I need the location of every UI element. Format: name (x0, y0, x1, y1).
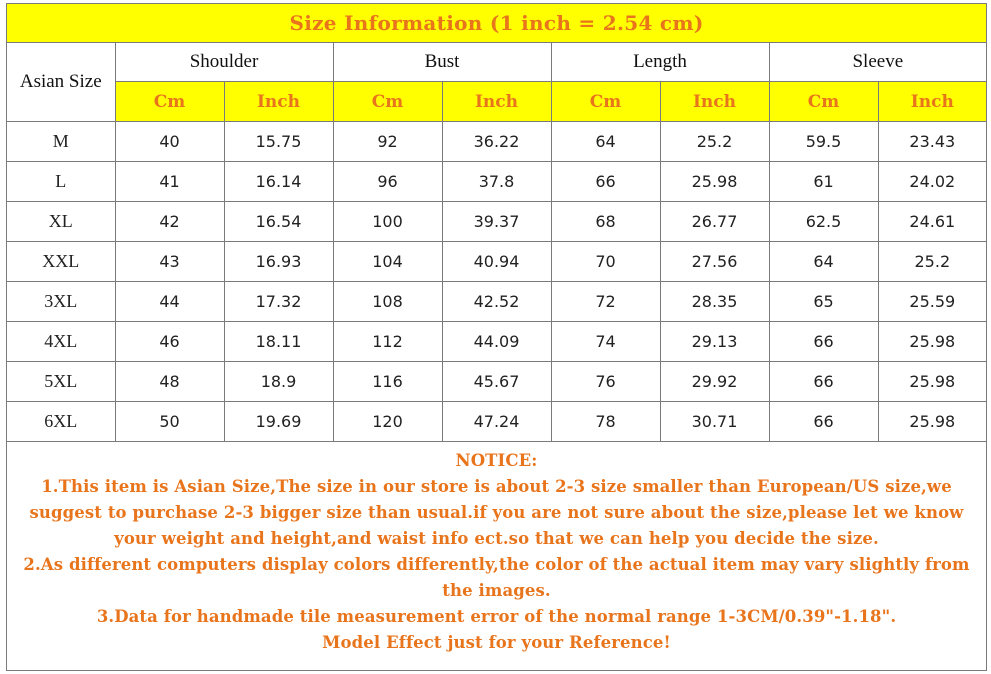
measurement-cell: 61 (769, 162, 878, 202)
measurement-cell: 41 (115, 162, 224, 202)
unit-inch-header: Inch (878, 82, 986, 122)
table-row (7, 322, 986, 362)
measurement-cell: 16.54 (224, 202, 333, 242)
table-title: Size Information (1 inch = 2.54 cm) (7, 4, 986, 43)
table-row (7, 242, 986, 282)
measurement-cell: 40.94 (442, 242, 551, 282)
size-chart (6, 3, 987, 671)
measurement-cell: 92 (333, 122, 442, 162)
table-row (7, 402, 986, 442)
table-row (7, 202, 986, 242)
measurement-cell: 37.8 (442, 162, 551, 202)
unit-inch-header: Inch (660, 82, 769, 122)
measurement-cell: 18.11 (224, 322, 333, 362)
measurement-cell: 45.67 (442, 362, 551, 402)
measurement-cell: 116 (333, 362, 442, 402)
measurement-cell: 65 (769, 282, 878, 322)
size-table (7, 4, 986, 442)
unit-cm-header: Cm (551, 82, 660, 122)
measurement-cell: 15.75 (224, 122, 333, 162)
length-header: Length (551, 43, 769, 82)
measurement-cell: 29.92 (660, 362, 769, 402)
measurement-cell: 25.98 (878, 402, 986, 442)
measurement-cell: 48 (115, 362, 224, 402)
measurement-cell: 17.32 (224, 282, 333, 322)
unit-inch-header: Inch (442, 82, 551, 122)
measurement-cell: 29.13 (660, 322, 769, 362)
measurement-cell: 42 (115, 202, 224, 242)
measurement-cell: 43 (115, 242, 224, 282)
measurement-cell: 27.56 (660, 242, 769, 282)
size-cell: 3XL (7, 282, 115, 322)
measurement-cell: 100 (333, 202, 442, 242)
measurement-cell: 120 (333, 402, 442, 442)
table-row (7, 282, 986, 322)
size-cell: 6XL (7, 402, 115, 442)
measurement-cell: 74 (551, 322, 660, 362)
measurement-cell: 112 (333, 322, 442, 362)
measurement-cell: 25.59 (878, 282, 986, 322)
notice-line-1: 1.This item is Asian Size,The size in our store is about 2-3 size smaller than European/US size,we suggest to purchase 2-3 bigger size than usual.if you are not sure about the size,please let we know your weight and height,and waist info ect.so that we can help you decide the size. (29, 477, 964, 548)
measurement-cell: 64 (769, 242, 878, 282)
measurement-cell: 96 (333, 162, 442, 202)
table-row (7, 362, 986, 402)
unit-cm-header: Cm (333, 82, 442, 122)
measurement-cell: 30.71 (660, 402, 769, 442)
table-row (7, 122, 986, 162)
measurement-cell: 42.52 (442, 282, 551, 322)
measurement-cell: 64 (551, 122, 660, 162)
sleeve-header: Sleeve (769, 43, 986, 82)
measurement-cell: 59.5 (769, 122, 878, 162)
size-cell: M (7, 122, 115, 162)
asian-size-header: Asian Size (7, 43, 115, 122)
measurement-cell: 19.69 (224, 402, 333, 442)
measurement-cell: 16.14 (224, 162, 333, 202)
measurement-cell: 25.98 (878, 362, 986, 402)
measurement-cell: 44.09 (442, 322, 551, 362)
measurement-cell: 39.37 (442, 202, 551, 242)
size-cell: XL (7, 202, 115, 242)
notice-line-3: 3.Data for handmade tile measurement error of the normal range 1-3CM/0.39"-1.18". (96, 607, 897, 626)
measurement-cell: 62.5 (769, 202, 878, 242)
measurement-cell: 76 (551, 362, 660, 402)
measurement-cell: 25.98 (660, 162, 769, 202)
notice-block (7, 448, 986, 656)
size-cell: XXL (7, 242, 115, 282)
measurement-cell: 28.35 (660, 282, 769, 322)
shoulder-header: Shoulder (115, 43, 333, 82)
measurement-cell: 26.77 (660, 202, 769, 242)
notice-line-2: 2.As different computers display colors differently,the color of the actual item may vary slightly from the images. (23, 555, 970, 600)
measurement-cell: 70 (551, 242, 660, 282)
measurement-cell: 108 (333, 282, 442, 322)
measurement-cell: 66 (769, 322, 878, 362)
measurement-cell: 16.93 (224, 242, 333, 282)
measurement-cell: 66 (769, 402, 878, 442)
measurement-cell: 40 (115, 122, 224, 162)
notice-line-4: Model Effect just for your Reference! (322, 633, 671, 652)
measurement-cell: 72 (551, 282, 660, 322)
measurement-cell: 78 (551, 402, 660, 442)
measurement-cell: 18.9 (224, 362, 333, 402)
bust-header: Bust (333, 43, 551, 82)
measurement-cell: 44 (115, 282, 224, 322)
measurement-cell: 66 (551, 162, 660, 202)
table-row (7, 162, 986, 202)
measurement-cell: 46 (115, 322, 224, 362)
measurement-cell: 47.24 (442, 402, 551, 442)
measurement-cell: 24.61 (878, 202, 986, 242)
unit-inch-header: Inch (224, 82, 333, 122)
measurement-cell: 50 (115, 402, 224, 442)
measurement-cell: 25.2 (878, 242, 986, 282)
unit-cm-header: Cm (115, 82, 224, 122)
unit-cm-header: Cm (769, 82, 878, 122)
measurement-cell: 104 (333, 242, 442, 282)
measurement-cell: 25.98 (878, 322, 986, 362)
size-cell: L (7, 162, 115, 202)
measurement-cell: 24.02 (878, 162, 986, 202)
measurement-cell: 66 (769, 362, 878, 402)
measurement-cell: 36.22 (442, 122, 551, 162)
measurement-cell: 23.43 (878, 122, 986, 162)
size-cell: 4XL (7, 322, 115, 362)
measurement-cell: 25.2 (660, 122, 769, 162)
size-cell: 5XL (7, 362, 115, 402)
notice-heading: NOTICE: (455, 451, 538, 470)
measurement-cell: 68 (551, 202, 660, 242)
